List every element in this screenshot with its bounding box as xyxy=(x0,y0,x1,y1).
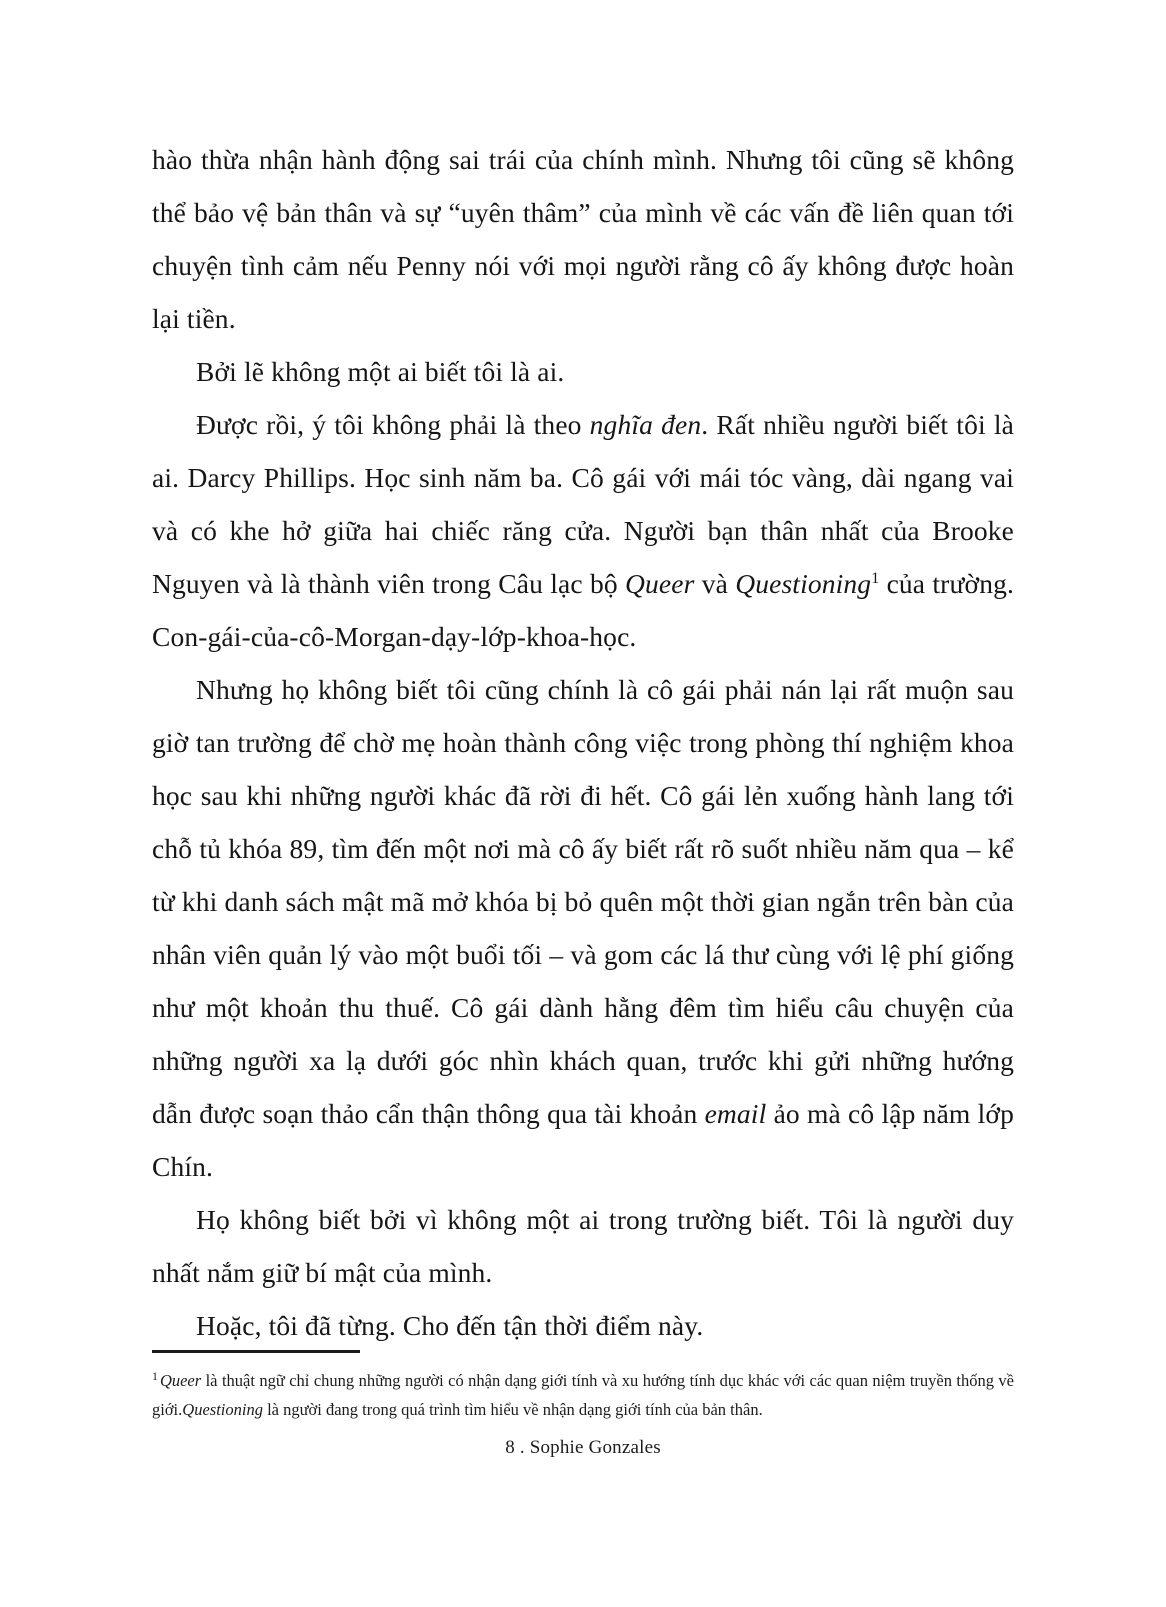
footnote-separator-rule xyxy=(152,1350,360,1353)
footnote-block xyxy=(152,1350,1014,1424)
paragraph xyxy=(152,398,1014,663)
footnote-marker: 1 xyxy=(152,1368,158,1383)
text-run: của trường. Con-gái-của-cô-Morgan-dạy-lớp-khoa-học. xyxy=(152,568,1014,652)
page-body-text xyxy=(152,133,1014,1352)
paragraph xyxy=(152,1299,1014,1352)
italic-text: Questioning xyxy=(182,1400,263,1419)
paragraph xyxy=(152,663,1014,1193)
text-run: và xyxy=(694,568,736,599)
text-run: hào thừa nhận hành động sai trái của chính mình. Nhưng tôi cũng sẽ không thể bảo vệ bản thân và sự “uyên thâm” của mình về các vấn đề liên quan tới chuyện tình cảm nếu Penny nói với mọi người rằng cô ấy không được hoàn lại tiền. xyxy=(152,144,1014,334)
text-run: là thuật ngữ chỉ chung những người có nhận dạng giới tính và xu hướng tính dục khác với các quan niệm truyền thống về giới. xyxy=(152,1371,1014,1419)
italic-text: Queer xyxy=(625,568,695,599)
italic-text: email xyxy=(704,1098,767,1129)
text-run: Nhưng họ không biết tôi cũng chính là cô gái phải nán lại rất muộn sau giờ tan trường để chờ mẹ hoàn thành công việc trong phòng thí nghiệm khoa học sau khi những người khác đã rời đi hết. Cô gái lẻn xuống hành lang tới chỗ tủ khóa 89, tìm đến một nơi mà cô ấy biết rất rõ suốt nhiều năm qua – kể từ khi danh sách mật mã mở khóa bị bỏ quên một thời gian ngắn trên bàn của nhân viên quản lý vào một buổi tối – và gom các lá thư cùng với lệ phí giống như một khoản thu thuế. Cô gái dành hằng đêm tìm hiểu câu chuyện của những người xa lạ dưới góc nhìn khách quan, trước khi gửi những hướng dẫn được soạn thảo cẩn thận thông qua tài khoản xyxy=(152,674,1014,1129)
text-run: Hoặc, tôi đã từng. Cho đến tận thời điểm này. xyxy=(196,1310,704,1341)
text-run: . Rất nhiều người biết tôi là ai. Darcy Phillips. Học sinh năm ba. Cô gái với mái tóc vàng, dài ngang vai và có khe hở giữa hai chiếc răng cửa. Người bạn thân nhất của Brooke Nguyen và là thành viên trong Câu lạc bộ xyxy=(152,409,1014,599)
footnote-reference: 1 xyxy=(871,569,880,587)
text-run: Được rồi, ý tôi không phải là theo xyxy=(196,409,590,440)
text-run: là người đang trong quá trình tìm hiểu về nhận dạng giới tính của bản thân. xyxy=(262,1400,763,1419)
italic-text: nghĩa đen xyxy=(589,409,702,440)
paragraph xyxy=(152,133,1014,345)
paragraph xyxy=(152,1193,1014,1299)
italic-text: Queer xyxy=(159,1371,202,1390)
footnote-text xyxy=(152,1366,1014,1424)
text-run: ảo mà cô lập năm lớp Chín. xyxy=(152,1098,1014,1182)
paragraph xyxy=(152,345,1014,398)
page-footer: 8 . Sophie Gonzales xyxy=(505,1437,661,1458)
italic-text: Questioning xyxy=(735,568,872,599)
text-run: Họ không biết bởi vì không một ai trong trường biết. Tôi là người duy nhất nắm giữ bí mật của mình. xyxy=(152,1204,1014,1288)
text-run: Bởi lẽ không một ai biết tôi là ai. xyxy=(196,356,565,387)
